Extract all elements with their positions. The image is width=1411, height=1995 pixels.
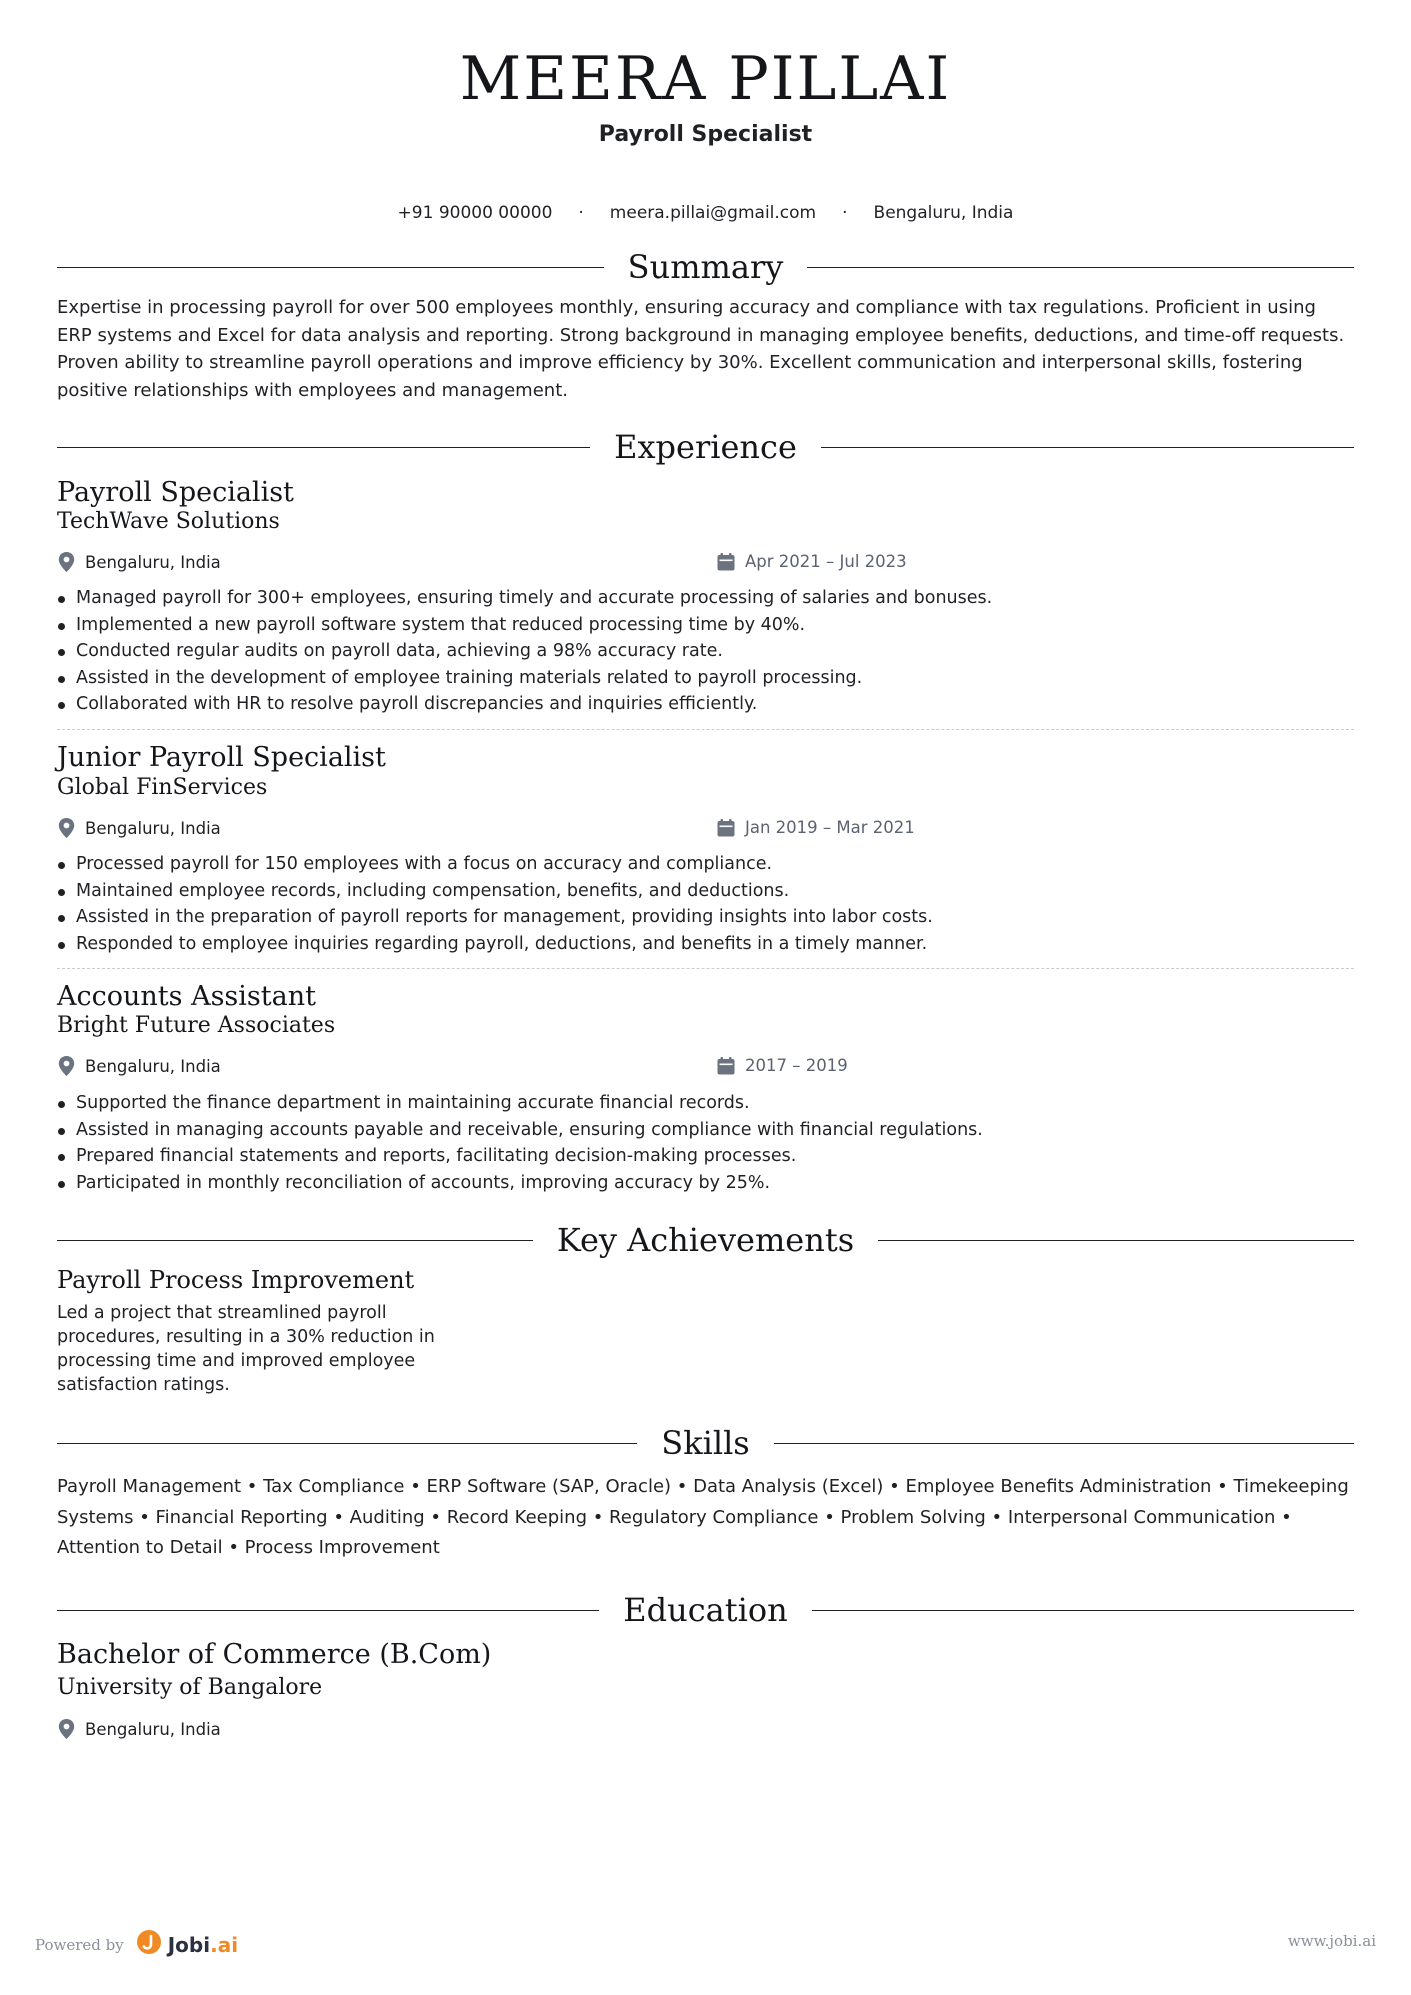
calendar-icon [717,553,735,571]
job-company: Global FinServices [57,775,268,800]
job-bullet: Assisted in the development of employee training materials related to payroll processing. [57,665,1354,692]
section-rule [57,1240,533,1241]
education-degree: Bachelor of Commerce (B.Com) [57,1639,492,1670]
job-dates [717,818,915,837]
location-pin-icon [58,552,75,572]
job-bullet: Maintained employee records, including compensation, benefits, and deductions. [57,878,1354,905]
job-bullet: Assisted in the preparation of payroll reports for management, providing insights into labor costs. [57,904,1354,931]
job-dates-text: 2017 – 2019 [745,1056,848,1075]
job-location [58,818,221,838]
job-title: Payroll Specialist [57,477,294,508]
section-rule [774,1443,1354,1444]
footer-website[interactable]: www.jobi.ai [1287,1932,1376,1950]
job-bullet: Conducted regular audits on payroll data, achieving a 98% accuracy rate. [57,638,1354,665]
contact-phone[interactable]: +91 90000 00000 [397,203,553,223]
job-bullet: Prepared financial statements and reports, facilitating decision-making processes. [57,1143,1354,1170]
job-bullet: Collaborated with HR to resolve payroll discrepancies and inquiries efficiently. [57,691,1354,718]
job-location-text: Bengaluru, India [85,1056,221,1076]
education-location [58,1719,221,1739]
skills-list: Payroll Management • Tax Compliance • ERP Software (SAP, Oracle) • Data Analysis (Excel) • Employee Benefits Administration • Timekeeping Systems • Financial Reporting • Auditing • Record Keeping • Regulatory Compliance • Problem Solving • Interpersonal Communication • Attention to Detail • Process Improvement [57,1476,1349,1558]
job-bullet: Implemented a new payroll software system that reduced processing time by 40%. [57,612,1354,639]
jobi-logo-icon [136,1929,162,1960]
job-bullets [57,851,1354,957]
section-heading-summary [57,247,1354,287]
section-title: Key Achievements [556,1221,855,1259]
section-title: Summary [627,248,784,286]
achievement-title: Payroll Process Improvement [57,1266,415,1294]
section-rule [807,267,1354,268]
contact-separator: · [578,203,584,223]
section-rule [57,447,590,448]
job-title: Accounts Assistant [57,981,316,1012]
job-location-text: Bengaluru, India [85,552,221,572]
job-company: Bright Future Associates [57,1013,336,1038]
achievement-description: Led a project that streamlined payroll procedures, resulting in a 30% reduction in processing time and improved employee satisfaction ratings. [57,1303,435,1395]
section-rule [878,1240,1354,1241]
job-dates-text: Apr 2021 – Jul 2023 [745,552,907,571]
location-pin-icon [58,1056,75,1076]
job-bullets [57,585,1354,718]
job-company: TechWave Solutions [57,509,280,534]
contact-separator: · [842,203,848,223]
summary-text: Expertise in processing payroll for over 500 employees monthly, ensuring accuracy and compliance with tax regulations. Proficient in using ERP systems and Excel for data analysis and reporting. Strong background in managing employee benefits, deductions, and time-off requests. Proven ability to streamline payroll operations and improve efficiency by 30%. Excellent communication and interpersonal skills, fostering positive relationships with employees and management. [57,297,1345,401]
section-title: Skills [661,1424,750,1462]
contact-email[interactable]: meera.pillai@gmail.com [609,203,817,223]
job-title: Junior Payroll Specialist [57,742,386,773]
location-pin-icon [58,818,75,838]
job-dates [717,1056,848,1075]
job-bullet: Supported the finance department in maintaining accurate financial records. [57,1090,1354,1117]
section-heading-skills [57,1423,1354,1463]
candidate-role: Payroll Specialist [598,122,813,147]
calendar-icon [717,819,735,837]
calendar-icon [717,1057,735,1075]
job-dates-text: Jan 2019 – Mar 2021 [745,818,915,837]
job-bullet: Processed payroll for 150 employees with a focus on accuracy and compliance. [57,851,1354,878]
section-rule [812,1610,1354,1611]
job-bullet: Responded to employee inquiries regarding payroll, deductions, and benefits in a timely manner. [57,931,1354,958]
footer-branding [35,1929,238,1960]
job-dates [717,552,907,571]
job-location [58,1056,221,1076]
job-bullet: Participated in monthly reconciliation of accounts, improving accuracy by 25%. [57,1170,1354,1197]
jobi-logo[interactable] [136,1929,238,1960]
candidate-name: MEERA PILLAI [459,44,952,114]
location-pin-icon [58,1719,75,1739]
section-heading-education [57,1590,1354,1630]
jobi-logo-text [168,1933,238,1957]
section-rule [821,447,1354,448]
job-bullet: Managed payroll for 300+ employees, ensuring timely and accurate processing of salaries and bonuses. [57,585,1354,612]
section-title: Experience [614,428,797,466]
powered-by-label: Powered by [35,1935,124,1954]
section-rule [57,1610,599,1611]
job-bullet: Assisted in managing accounts payable and receivable, ensuring compliance with financial regulations. [57,1117,1354,1144]
job-divider [57,729,1354,730]
education-location-text: Bengaluru, India [85,1719,221,1739]
job-divider [57,968,1354,969]
jobi-logo-suffix: .ai [210,1932,239,1957]
job-location [58,552,221,572]
section-rule [57,267,604,268]
job-bullets [57,1090,1354,1196]
section-title: Education [623,1591,788,1629]
section-rule [57,1443,637,1444]
jobi-logo-wordmark: Jobi [167,1932,211,1957]
contact-line [57,203,1354,223]
contact-location: Bengaluru, India [873,203,1014,223]
section-heading-achievements [57,1220,1354,1260]
section-heading-experience [57,427,1354,467]
job-location-text: Bengaluru, India [85,818,221,838]
education-school: University of Bangalore [57,1675,323,1700]
